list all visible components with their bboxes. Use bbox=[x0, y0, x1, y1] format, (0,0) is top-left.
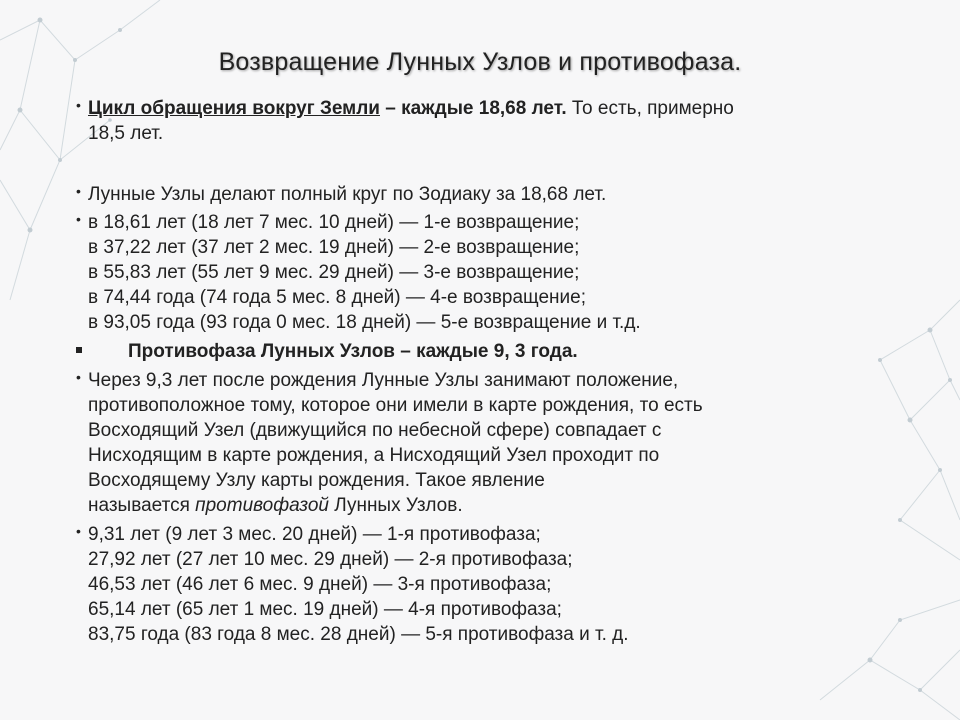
slide-title: Возвращение Лунных Узлов и противофаза. bbox=[218, 48, 742, 76]
explanation-line: Восходящему Узлу карты рождения. Такое явление bbox=[88, 470, 545, 491]
opposition-item: 9,31 лет (9 лет 3 мес. 20 дней) — 1-я противофаза; bbox=[88, 524, 541, 545]
explanation-line: Нисходящим в карте рождения, а Нисходящий Узел проходит по bbox=[88, 445, 660, 466]
explanation-line: Через 9,3 лет после рождения Лунные Узлы занимают положение, bbox=[88, 370, 679, 391]
return-item: в 18,61 лет (18 лет 7 мес. 10 дней) — 1-е возвращение; bbox=[88, 212, 580, 233]
bullet-icon: • bbox=[76, 369, 81, 385]
returns-list bbox=[76, 210, 916, 335]
explanation-term: противофазой bbox=[195, 495, 329, 516]
bullet-icon: • bbox=[76, 97, 81, 113]
return-item: в 55,83 лет (55 лет 9 мес. 29 дней) — 3-е возвращение; bbox=[88, 262, 580, 283]
bullet-icon: • bbox=[76, 211, 81, 227]
cycle-note: То есть, примерно bbox=[566, 98, 734, 119]
full-circle-text: Лунные Узлы делают полный круг по Зодиаку за 18,68 лет. bbox=[88, 184, 607, 205]
full-circle-paragraph bbox=[76, 182, 916, 207]
square-bullet-icon bbox=[76, 347, 82, 353]
explanation-line bbox=[88, 493, 916, 518]
cycle-line-2: 18,5 лет. bbox=[88, 123, 164, 144]
oppositions-list bbox=[76, 522, 916, 647]
return-item: в 93,05 года (93 года 0 мес. 18 дней) — 5-е возвращение и т.д. bbox=[88, 312, 641, 333]
opposition-item: 27,92 лет (27 лет 10 мес. 29 дней) — 2-я противофаза; bbox=[88, 549, 573, 570]
return-item: в 74,44 года (74 года 5 мес. 8 дней) — 4-е возвращение; bbox=[88, 287, 586, 308]
opposition-item: 83,75 года (83 года 8 мес. 28 дней) — 5-я противофаза и т. д. bbox=[88, 624, 629, 645]
bullet-icon: • bbox=[76, 523, 81, 539]
cycle-period: – каждые 18,68 лет. bbox=[379, 98, 567, 119]
return-item: в 37,22 лет (37 лет 2 мес. 19 дней) — 2-е возвращение; bbox=[88, 237, 580, 258]
opposition-item: 46,53 лет (46 лет 6 мес. 9 дней) — 3-я противофаза; bbox=[88, 574, 552, 595]
cycle-paragraph bbox=[76, 96, 916, 146]
explanation-line: Восходящий Узел (движущийся по небесной сфере) совпадает с bbox=[88, 420, 662, 441]
opposition-heading-paragraph bbox=[76, 339, 916, 364]
opposition-item: 65,14 лет (65 лет 1 мес. 19 дней) — 4-я противофаза; bbox=[88, 599, 562, 620]
explanation-line: противоположное тому, которое они имели в карте рождения, то есть bbox=[88, 395, 703, 416]
slide-body bbox=[76, 96, 916, 647]
explanation-post: Лунных Узлов. bbox=[328, 495, 463, 516]
opposition-explanation bbox=[76, 368, 916, 518]
explanation-pre: называется bbox=[88, 495, 196, 516]
opposition-heading: Противофаза Лунных Узлов – каждые 9, 3 года. bbox=[128, 341, 578, 362]
cycle-line-1 bbox=[88, 96, 916, 121]
bullet-icon: • bbox=[76, 183, 81, 199]
cycle-heading: Цикл обращения вокруг Земли bbox=[88, 98, 380, 119]
